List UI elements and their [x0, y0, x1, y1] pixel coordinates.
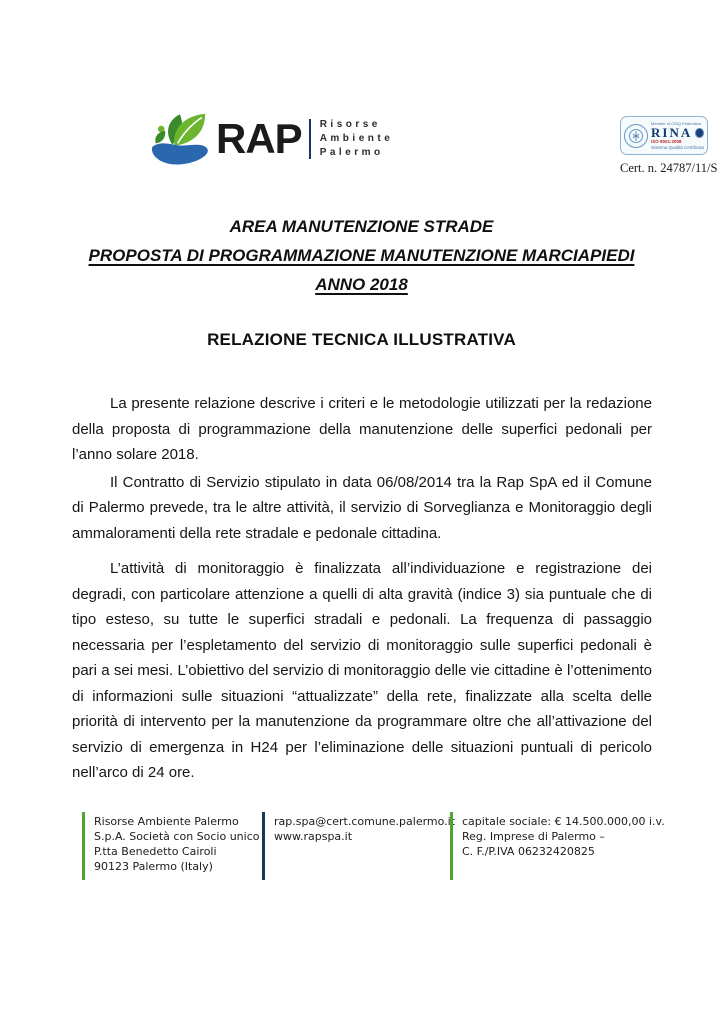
footer-website: www.rapspa.it: [274, 830, 353, 843]
paragraph-1: La presente relazione descrive i criteri e le metodologie utilizzati per la redazione della proposta di programmazione della manutenzione delle superfici pedonali per l’anno solare 2018.: [72, 395, 652, 463]
rina-emblem-icon: [624, 124, 648, 148]
csq-mark-icon: [695, 128, 704, 138]
logo-divider: [309, 119, 311, 159]
section-heading: RELAZIONE TECNICA ILLUSTRATIVA: [207, 330, 516, 349]
footer-column-legal: [450, 812, 665, 880]
rina-brand-text: RINA: [651, 125, 693, 140]
rina-iso-text: ISO 9001:2008: [651, 139, 682, 144]
rap-logo: [148, 110, 393, 168]
rap-word-ambiente: Ambiente: [319, 133, 394, 144]
document-body: [72, 391, 652, 786]
title-line-1: AREA MANUTENZIONE STRADE: [229, 217, 494, 236]
footer-company-name: Risorse Ambiente Palermo: [94, 815, 239, 828]
certificate-number: Cert. n. 24787/11/S: [620, 161, 718, 175]
rap-word-palermo: Palermo: [319, 147, 384, 158]
rap-acronym: RAP: [216, 115, 302, 162]
footer-company-type: S.p.A. Società con Socio unico: [94, 830, 260, 843]
title-line-3: ANNO 2018: [315, 275, 408, 294]
title-line-2: PROPOSTA DI PROGRAMMAZIONE MANUTENZIONE MARCIAPIEDI: [88, 246, 635, 265]
paragraph-2: Il Contratto di Servizio stipulato in data 06/08/2014 tra la Rap SpA ed il Comune di Palermo prevede, tra le altre attività, il servizio di Sorveglianza e Monitoraggio degli ammaloramenti della rete stradale e pedonale cittadina.: [72, 473, 652, 542]
paragraph-3: L’attività di monitoraggio è finalizzata all’individuazione e registrazione dei degradi, con particolare attenzione a quelli di alta gravità (indice 3) sia puntuale che di tipo esteso, su tutte le superfici stradali e pedonali. La frequenza di passaggio necessaria per l’espletamento del servizio di monitoraggio sulle superfici pedonali è pari a sei mesi. L’obiettivo del servizio di monitoraggio delle vie cittadine è l’ottenimento di informazioni sulle situazioni “attualizzate” della rete, finalizzate alla scelta delle priorità di intervento per la manutenzione da programmare oltre che all’attivazione del servizio di emergenza in H24 per l’eliminazione delle situazioni puntuali di pericolo nell’arco di 24 ore.: [72, 560, 652, 781]
footer-street: P.tta Benedetto Cairoli: [94, 845, 217, 858]
title-block: [0, 212, 723, 299]
page-footer: [0, 812, 723, 882]
rap-hand-leaf-icon: [148, 110, 214, 168]
footer-email: rap.spa@cert.comune.palermo.it: [274, 815, 456, 828]
footer-registry: Reg. Imprese di Palermo –: [462, 830, 605, 843]
rina-certification-logo: [620, 116, 708, 155]
footer-city: 90123 Palermo (Italy): [94, 860, 213, 873]
rina-subtitle-text: Sistema Qualità Certificato: [651, 145, 704, 150]
footer-vat: C. F./P.IVA 06232420825: [462, 845, 595, 858]
certification-block: [620, 116, 718, 176]
rina-text-block: [651, 121, 704, 150]
footer-capital: capitale sociale: € 14.500.000,00 i.v.: [462, 815, 665, 828]
footer-column-address: [82, 812, 259, 880]
rap-word-risorse: Risorse: [319, 119, 381, 130]
footer-column-contacts: [262, 812, 455, 880]
rina-member-text: Member of CISQ Federation: [651, 121, 702, 126]
rap-wordmark: [320, 120, 394, 158]
